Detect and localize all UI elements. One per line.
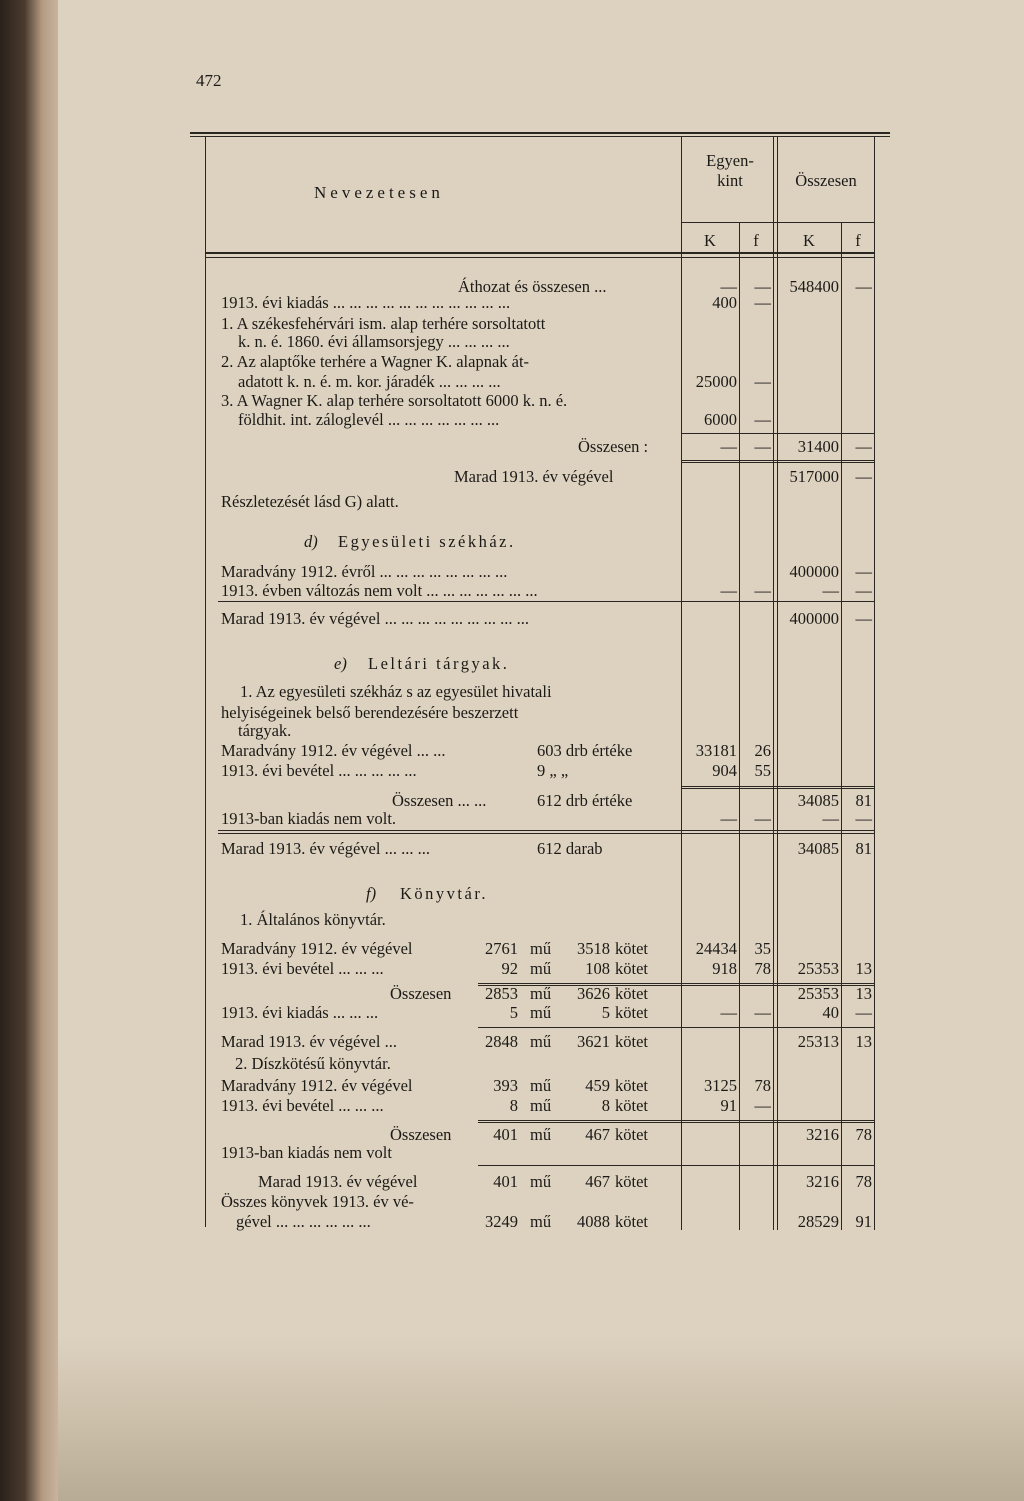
total-korona: — (822, 581, 839, 600)
sum-rule-h (478, 1120, 874, 1121)
row-text: 1. Általános könyvtár. (240, 910, 386, 929)
total-korona: 25353 (797, 984, 839, 1003)
total-filler: 78 (855, 1172, 872, 1191)
total-filler: 81 (855, 839, 872, 858)
volumes-unit: kötet (615, 959, 648, 978)
unit-filler: — (754, 410, 771, 429)
header-k1: K (704, 231, 716, 250)
col-rule-5 (874, 137, 875, 1230)
total-korona: 400000 (789, 562, 839, 581)
works-unit: mű (530, 1003, 552, 1022)
total-korona: 25353 (797, 959, 839, 978)
volumes-unit: kötet (615, 1125, 648, 1144)
unit-filler: — (754, 437, 771, 456)
volumes-count: 3518 (577, 939, 610, 958)
header-egyenkint-2: kint (717, 171, 743, 190)
sum-rule-h2 (478, 1122, 874, 1123)
row-text: Maradvány 1912. év végével (221, 1076, 413, 1095)
page-number: 472 (196, 71, 222, 90)
row-text: Maradvány 1912. év végével (221, 939, 413, 958)
total-korona: 517000 (789, 467, 839, 486)
row-text: 1913. évi bevétel ... ... ... ... ... (221, 761, 417, 780)
row-text: Összesen (390, 984, 452, 1003)
row-text: Összesen : (578, 437, 649, 456)
volumes-unit: kötet (615, 1076, 648, 1095)
total-korona: 34085 (797, 839, 839, 858)
section-label: d) (304, 532, 318, 551)
row-text: 2. Díszkötésű könyvtár. (235, 1054, 391, 1073)
works-count: 8 (509, 1096, 518, 1115)
total-korona: 40 (822, 1003, 839, 1022)
volumes-count: 8 (601, 1096, 610, 1115)
volumes-unit: kötet (615, 1096, 648, 1115)
unit-filler: — (754, 1003, 771, 1022)
total-filler: — (855, 277, 872, 296)
total-filler: 78 (855, 1125, 872, 1144)
total-korona: 3216 (806, 1125, 839, 1144)
row-count-text: 603 drb értéke (537, 741, 633, 760)
volumes-unit: kötet (615, 1003, 648, 1022)
header-osszesen: Összesen (795, 171, 857, 190)
works-unit: mű (530, 1172, 552, 1191)
works-unit: mű (530, 1076, 552, 1095)
row-text: adatott k. n. é. m. kor. járadék ... ... ... ... (238, 372, 501, 391)
unit-korona: — (720, 437, 737, 456)
total-korona: — (822, 809, 839, 828)
row-text: 1913. évi bevétel ... ... ... (221, 959, 384, 978)
unit-korona: 918 (712, 959, 737, 978)
total-filler: — (855, 562, 872, 581)
unit-korona: 904 (712, 761, 737, 780)
header-bottom-rule (205, 252, 875, 254)
total-korona: 25313 (797, 1032, 839, 1051)
volumes-count: 4088 (577, 1212, 610, 1231)
total-korona: 3216 (806, 1172, 839, 1191)
section-title: Egyesületi székház. (338, 532, 516, 551)
col-rule-4 (841, 222, 842, 1230)
total-filler: — (855, 809, 872, 828)
row-text: Összesen (390, 1125, 452, 1144)
total-korona: 34085 (797, 791, 839, 810)
unit-filler: — (754, 277, 771, 296)
row-text: 2. Az alaptőke terhére a Wagner K. alapnak át- (221, 352, 530, 371)
row-text: gével ... ... ... ... ... ... (236, 1212, 371, 1231)
unit-filler: — (754, 293, 771, 312)
col-rule-3 (773, 137, 774, 1230)
row-text: 1913-ban kiadás nem volt. (221, 809, 397, 828)
volumes-unit: kötet (615, 939, 648, 958)
row-text: Marad 1913. év végével (454, 467, 614, 486)
volumes-count: 5 (601, 1003, 610, 1022)
works-unit: mű (530, 1032, 552, 1051)
works-count: 3249 (485, 1212, 518, 1231)
works-unit: mű (530, 1096, 552, 1115)
unit-korona: 91 (720, 1096, 737, 1115)
sum-rule-e (218, 830, 874, 831)
works-count: 92 (501, 959, 518, 978)
works-count: 2853 (485, 984, 518, 1003)
total-korona: 28529 (797, 1212, 839, 1231)
row-text: Részletezését lásd G) alatt. (221, 492, 399, 511)
row-text: 1. Az egyesületi székház s az egyesület hivatali (240, 682, 552, 701)
row-text: 1913. évi kiadás ... ... ... (221, 1003, 379, 1022)
works-count: 401 (493, 1172, 518, 1191)
volumes-count: 467 (585, 1172, 610, 1191)
volumes-unit: kötet (615, 984, 648, 1003)
header-top-rule (190, 132, 890, 134)
total-filler: — (855, 467, 872, 486)
works-count: 2761 (485, 939, 518, 958)
header-nevezetesen: Nevezetesen (314, 183, 444, 202)
total-korona: 31400 (797, 437, 839, 456)
row-text: Marad 1913. év végével ... (221, 1032, 397, 1051)
works-unit: mű (530, 1212, 552, 1231)
row-text: tárgyak. (238, 721, 292, 740)
total-filler: 91 (855, 1212, 872, 1231)
row-text: 1913. évi kiadás ... ... ... ... ... ... ... ... ... ... ... (221, 293, 511, 312)
total-korona: 548400 (789, 277, 839, 296)
header-mid-rule (682, 222, 874, 223)
volumes-count: 3621 (577, 1032, 610, 1051)
unit-filler: — (754, 809, 771, 828)
total-filler: — (855, 581, 872, 600)
section-label: e) (334, 654, 347, 673)
header-k2: K (803, 231, 815, 250)
volumes-unit: kötet (615, 1032, 648, 1051)
row-count-text: 9 „ „ (537, 761, 569, 780)
row-count-text: 612 drb értéke (537, 791, 633, 810)
total-filler: — (855, 1003, 872, 1022)
row-text: Maradvány 1912. évről ... ... ... ... ... ... ... ... (221, 562, 508, 581)
works-unit: mű (530, 939, 552, 958)
page-bottom-shadow (58, 1335, 1024, 1501)
works-count: 401 (493, 1125, 518, 1144)
row-count-text: 612 darab (537, 839, 603, 858)
row-text: k. n. é. 1860. évi államsorsjegy ... ... ... ... (238, 332, 510, 351)
works-unit: mű (530, 959, 552, 978)
works-count: 2848 (485, 1032, 518, 1051)
sum-rule-a (682, 433, 874, 434)
row-text: Áthozat és összesen ... (458, 277, 607, 296)
works-count: 393 (493, 1076, 518, 1095)
unit-filler: — (754, 372, 771, 391)
row-text: Marad 1913. év végével ... ... ... ... ... ... ... ... ... (221, 609, 529, 628)
sum-rule-d (682, 786, 874, 787)
total-filler: 13 (855, 959, 872, 978)
row-text: Maradvány 1912. év végével ... ... (221, 741, 446, 760)
sum-rule-g (478, 1027, 874, 1028)
total-korona: 400000 (789, 609, 839, 628)
unit-korona: 400 (712, 293, 737, 312)
row-text: 1913-ban kiadás nem volt (221, 1143, 392, 1162)
works-count: 5 (509, 1003, 518, 1022)
col-rule-3b (777, 137, 778, 1230)
works-unit: mű (530, 984, 552, 1003)
sum-rule-e2 (218, 833, 874, 834)
header-bottom-rule-2 (205, 257, 875, 258)
unit-filler: — (754, 581, 771, 600)
total-filler: 13 (855, 984, 872, 1003)
unit-korona: 24434 (695, 939, 737, 958)
header-f2: f (855, 231, 861, 250)
unit-korona: — (720, 581, 737, 600)
unit-filler: 26 (754, 741, 771, 760)
row-text: Összesen ... ... (392, 791, 487, 810)
row-text: 1. A székesfehérvári ism. alap terhére sorsoltatott (221, 314, 546, 333)
total-filler: 13 (855, 1032, 872, 1051)
header-egyenkint-1: Egyen- (706, 151, 754, 170)
total-filler: 81 (855, 791, 872, 810)
left-rule (205, 137, 206, 1227)
header-top-rule-2 (190, 136, 890, 137)
works-unit: mű (530, 1125, 552, 1144)
volumes-count: 108 (585, 959, 610, 978)
unit-korona: 25000 (695, 372, 737, 391)
row-text: helyiségeinek belső berendezésére beszerzett (221, 703, 519, 722)
unit-filler: 78 (754, 959, 771, 978)
sum-rule-b (682, 460, 874, 461)
row-text: Marad 1913. év végével (258, 1172, 418, 1191)
unit-filler: — (754, 1096, 771, 1115)
unit-filler: 55 (754, 761, 771, 780)
row-text: 3. A Wagner K. alap terhére sorsoltatott 6000 k. n. é. (221, 391, 568, 410)
unit-filler: 35 (754, 939, 771, 958)
row-text: 1913. évben változás nem volt ... ... ... ... ... ... ... (221, 581, 538, 600)
row-text: Összes könyvek 1913. év vé- (221, 1192, 414, 1211)
unit-korona: 3125 (704, 1076, 737, 1095)
volumes-count: 3626 (577, 984, 610, 1003)
volumes-unit: kötet (615, 1212, 648, 1231)
unit-korona: — (720, 1003, 737, 1022)
volumes-unit: kötet (615, 1172, 648, 1191)
unit-korona: 6000 (704, 410, 737, 429)
sum-rule-b2 (682, 462, 874, 463)
sum-rule-c (218, 601, 874, 602)
header-f1: f (753, 231, 759, 250)
row-text: 1913. évi bevétel ... ... ... (221, 1096, 384, 1115)
row-text: földhit. int. záloglevél ... ... ... ... ... ... ... (238, 410, 500, 429)
unit-korona: 33181 (695, 741, 737, 760)
total-filler: — (855, 609, 872, 628)
unit-filler: 78 (754, 1076, 771, 1095)
sum-rule-d2 (682, 788, 874, 789)
total-filler: — (855, 437, 872, 456)
unit-korona: — (720, 277, 737, 296)
row-text: Marad 1913. év végével ... ... ... (221, 839, 430, 858)
volumes-count: 459 (585, 1076, 610, 1095)
section-label: f) (366, 884, 377, 903)
section-title: Könyvtár. (400, 884, 489, 903)
section-title: Leltári tárgyak. (368, 654, 510, 673)
sum-rule-i (478, 1165, 874, 1166)
unit-korona: — (720, 809, 737, 828)
volumes-count: 467 (585, 1125, 610, 1144)
